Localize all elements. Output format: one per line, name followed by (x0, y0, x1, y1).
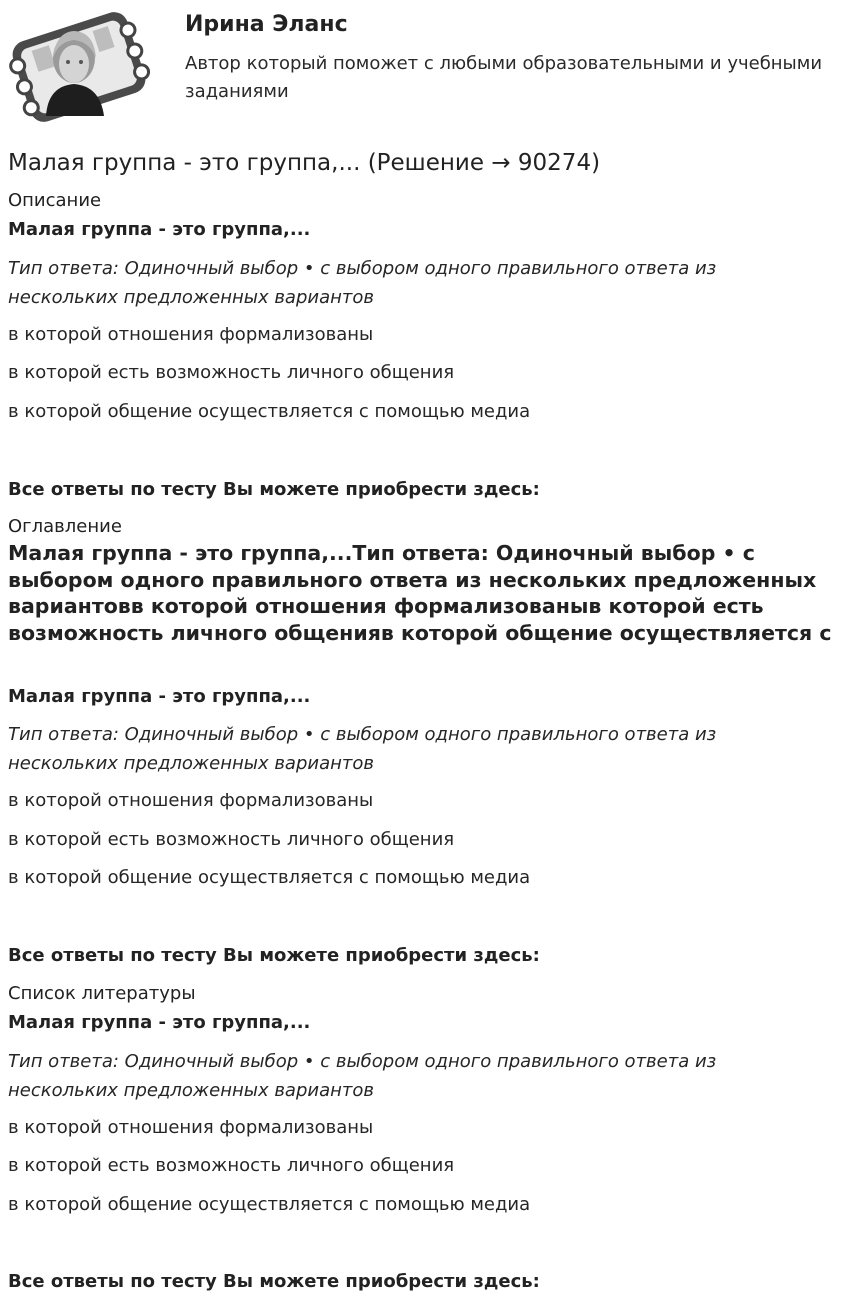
answer-option: в которой общение осуществляется с помощью медиа (8, 867, 531, 888)
buy-answers-text: Все ответы по тесту Вы можете приобрести здесь: (8, 1271, 540, 1292)
section-label-literature: Список литературы (8, 983, 196, 1004)
buy-answers-text: Все ответы по тесту Вы можете приобрести здесь: (8, 479, 540, 500)
answer-option: в которой общение осуществляется с помощью медиа (8, 1194, 531, 1215)
author-avatar (6, 6, 152, 128)
answer-option: в которой есть возможность личного общения (8, 1155, 455, 1176)
answer-option: в которой есть возможность личного общения (8, 362, 455, 383)
page-title: Малая группа - это группа,... (Решение → 90274) (8, 150, 601, 176)
section-label-toc: Оглавление (8, 516, 122, 537)
toc-heading: Малая группа - это группа,...Тип ответа: Одиночный выбор • с выбором одного правильного ответа из нескольких предложенных вариантовв которой отношения формализованыв которой есть возможность личного общенияв которой общение осуществляется с (8, 541, 832, 645)
answer-option: в которой отношения формализованы (8, 324, 374, 345)
section-label-description: Описание (8, 190, 102, 211)
answer-option: в которой общение осуществляется с помощью медиа (8, 401, 531, 422)
question-title: Малая группа - это группа,... (8, 219, 311, 240)
answer-type: Тип ответа: Одиночный выбор • с выбором одного правильного ответа из нескольких предложенных вариантов (8, 258, 717, 308)
question-title: Малая группа - это группа,... (8, 686, 311, 707)
author-header (0, 0, 847, 140)
answer-type: Тип ответа: Одиночный выбор • с выбором одного правильного ответа из нескольких предложенных вариантов (8, 724, 717, 774)
author-name: Ирина Эланс (185, 12, 348, 37)
answer-type: Тип ответа: Одиночный выбор • с выбором одного правильного ответа из нескольких предложенных вариантов (8, 1051, 717, 1101)
buy-answers-text: Все ответы по тесту Вы можете приобрести здесь: (8, 945, 540, 966)
answer-option: в которой отношения формализованы (8, 790, 374, 811)
answer-option: в которой есть возможность личного общения (8, 829, 455, 850)
answer-option: в которой отношения формализованы (8, 1117, 374, 1138)
author-description: Автор который поможет с любыми образовательными и учебными заданиями (185, 53, 823, 102)
question-title: Малая группа - это группа,... (8, 1012, 311, 1033)
